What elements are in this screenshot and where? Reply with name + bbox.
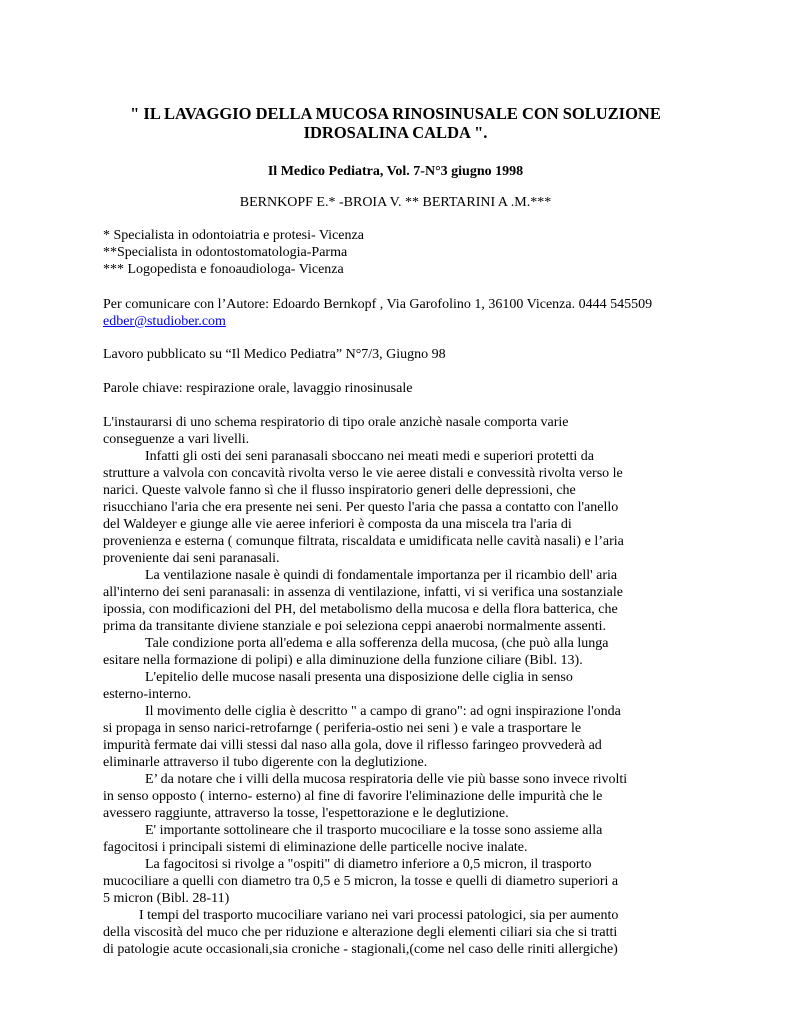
body-line: ipossia, con modificazioni del PH, del metabolismo della mucosa e della flora batterica, che	[103, 602, 618, 617]
body-line: Tale condizione porta all'edema e alla sofferenza della mucosa, (che può alla lunga	[145, 636, 609, 651]
body-line: del Waldeyer e giunge alle vie aeree inferiori è composta da una miscela tra l'aria di	[103, 517, 572, 532]
article-title-line-1: " IL LAVAGGIO DELLA MUCOSA RINOSINUSALE CON SOLUZIONE	[130, 104, 661, 123]
article-title-line-2: IDROSALINA CALDA ".	[303, 123, 488, 142]
body-line: in senso opposto ( interno- esterno) al fine di favorire l'eliminazione delle impurità che le	[103, 789, 603, 804]
body-line: risucchiano l'aria che era presente nei seni. Per questo l'aria che passa a contatto con l'anello	[103, 500, 619, 515]
publication-note-text: Lavoro pubblicato su “Il Medico Pediatra” N°7/3, Giugno 98	[103, 347, 446, 362]
body-line: strutture a valvola con concavità rivolta verso le vie aeree distali e convessità rivolta verso le	[103, 466, 623, 481]
keywords-text: Parole chiave: respirazione orale, lavaggio rinosinusale	[103, 381, 413, 396]
body-line: si propaga in senso narici-retrofarnge ( periferia-ostio nei seni ) e vale a trasportare le	[103, 721, 582, 736]
body-line: fagocitosi i principali sistemi di eliminazione delle particelle nocive inalate.	[103, 840, 528, 855]
body-text	[103, 414, 703, 958]
body-line: esterno-interno.	[103, 687, 192, 702]
body-line: prima da transitante diviene stanziale e poi seleziona ceppi anaerobi normalmente assenti.	[103, 619, 607, 634]
authors-line: BERNKOPF E.* -BROIA V. ** BERTARINI A .M.***	[239, 195, 552, 210]
body-line: narici. Queste valvole fanno sì che il flusso inspiratorio generi delle depressioni, che	[103, 483, 576, 498]
body-line: L'epitelio delle mucose nasali presenta una disposizione delle ciglia in senso	[145, 670, 573, 685]
body-line: eliminarle attraverso il tubo digerente con la deglutizione.	[103, 755, 428, 770]
body-line: E’ da notare che i villi della mucosa respiratoria delle vie più basse sono invece rivolti	[145, 772, 628, 787]
body-line: Il movimento delle ciglia è descritto " a campo di grano": ad ogni inspirazione l'onda	[145, 704, 621, 719]
affiliation-3: *** Logopedista e fonoaudiologa- Vicenza	[103, 262, 344, 277]
keywords	[103, 380, 703, 397]
body-line: proveniente dai seni paranasali.	[103, 551, 280, 566]
body-line: di patologie acute occasionali,sia croniche - stagionali,(come nel caso delle riniti allergiche)	[103, 942, 618, 957]
body-line: E' importante sottolineare che il trasporto mucociliare e la tosse sono assieme alla	[145, 823, 603, 838]
body-line: La ventilazione nasale è quindi di fondamentale importanza per il ricambio dell' aria	[145, 568, 618, 583]
body-line: conseguenze a vari livelli.	[103, 432, 250, 447]
affiliation-1: * Specialista in odontoiatria e protesi- Vicenza	[103, 228, 364, 243]
body-line: impurità fermate dai villi stessi dal naso alla gola, dove il riflesso faringeo provvederà ad	[103, 738, 602, 753]
affiliations	[103, 227, 703, 278]
body-line: esitare nella formazione di polipi) e alla diminuzione della funzione ciliare (Bibl. 13).	[103, 653, 583, 668]
body-line: mucociliare a quelli con diametro tra 0,5 e 5 micron, la tosse e quelli di diametro superiori a	[103, 874, 619, 889]
body-line: Infatti gli osti dei seni paranasali sboccano nei meati medi e superiori protetti da	[145, 449, 595, 464]
body-line: 5 micron (Bibl. 28-11)	[103, 891, 230, 906]
journal-citation: Il Medico Pediatra, Vol. 7-N°3 giugno 1998	[267, 164, 524, 179]
body-line: L'instaurarsi di uno schema respiratorio di tipo orale anzichè nasale comporta varie	[103, 415, 569, 430]
body-line: all'interno dei seni paranasali: in assenza di ventilazione, infatti, vi si verifica una sostanziale	[103, 585, 623, 600]
article-title	[90, 104, 701, 142]
body-line: I tempi del trasporto mucociliare variano nei vari processi patologici, sia per aumento	[139, 908, 619, 923]
body-line: avessero raggiunte, attraverso la tosse, l'espettorazione e le deglutizione.	[103, 806, 509, 821]
body-line: La fagocitosi si rivolge a "ospiti" di diametro inferiore a 0,5 micron, il trasporto	[145, 857, 592, 872]
publication-note	[103, 346, 703, 363]
email-link[interactable]: edber@studiober.com	[103, 314, 226, 329]
body-line: provenienza e esterna ( comunque filtrata, riscaldata e umidificata nelle cavità nasali) e l’aria	[103, 534, 624, 549]
body-line: della viscosità del muco che per riduzione e alterazione degli elementi ciliari sia che si tratti	[103, 925, 618, 940]
affiliation-2: **Specialista in odontostomatologia-Parma	[103, 245, 348, 260]
contact-text: Per comunicare con l’Autore: Edoardo Bernkopf , Via Garofolino 1, 36100 Vicenza. 0444 545509	[103, 297, 653, 312]
contact-info	[103, 296, 703, 330]
